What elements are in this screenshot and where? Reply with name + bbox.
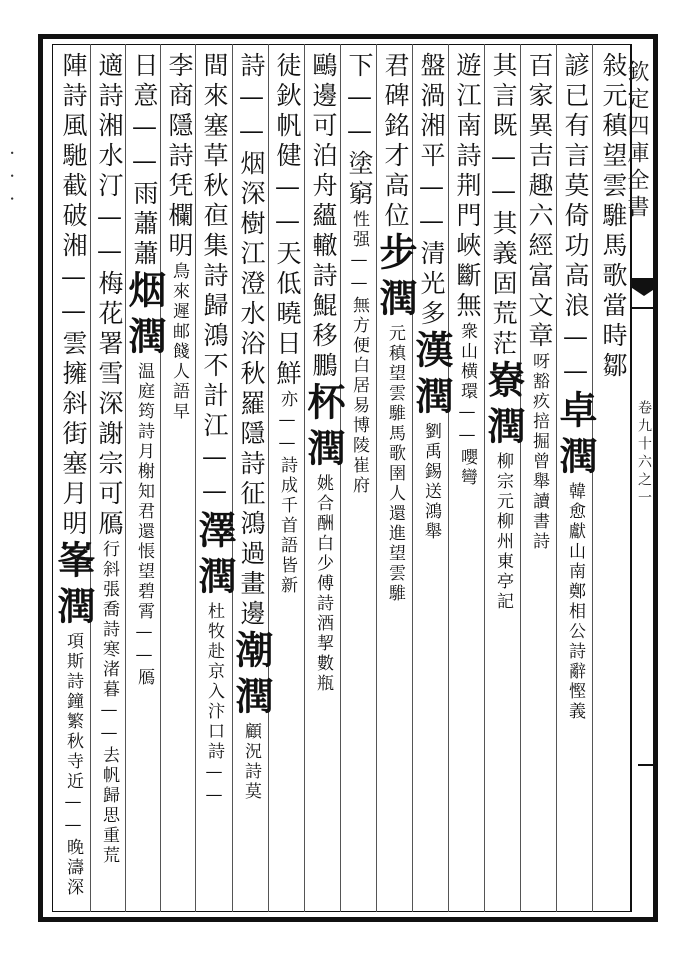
column-text: 盤渦湘平——清光多 bbox=[417, 52, 446, 330]
column-text: 間來塞草秋亱集詩歸鴻不計江—— bbox=[200, 52, 229, 510]
column-rule bbox=[484, 44, 485, 912]
column-text: 詩——烟深樹江澄水浴秋羅隱詩征鴻過畫邊 bbox=[237, 52, 266, 630]
text-column bbox=[229, 52, 274, 912]
book-title: 欽定四庫全書 bbox=[624, 60, 649, 222]
text-column bbox=[162, 52, 196, 912]
column-rule bbox=[412, 44, 413, 912]
text-column bbox=[122, 52, 167, 912]
fish-tail-mark-icon bbox=[632, 278, 656, 314]
annotation: 姚合酬白少傅詩酒挈數瓶 bbox=[313, 474, 333, 694]
column-text: 下——塗窮 bbox=[345, 52, 374, 210]
column-text: 君碑銘才高位 bbox=[381, 52, 410, 232]
column-text: 其言既——其義固荒茫 bbox=[489, 52, 518, 360]
column-rule bbox=[520, 44, 521, 912]
annotation: 衆山横環——嚶彎 bbox=[457, 322, 477, 488]
text-column bbox=[51, 52, 96, 912]
annotation: 性强——無方便白居易博陵崔府 bbox=[349, 210, 369, 496]
entry-heading: 漢潤 bbox=[409, 330, 454, 422]
column-rule bbox=[268, 44, 269, 912]
annotation: 鳥來遲邮餞人語早 bbox=[169, 262, 189, 422]
annotation: 呀豁疚掊掘曾舉讀書詩 bbox=[529, 352, 549, 552]
annotation: 柳宗元柳州東亭記 bbox=[493, 452, 513, 612]
column-text: 敍元稹望雲騅馬歌當時鄒 bbox=[599, 52, 628, 382]
column-text: 徒鈥帆健——天低曉日鮮 bbox=[273, 52, 302, 390]
text-column bbox=[481, 52, 526, 912]
column-rule bbox=[376, 44, 377, 912]
column-rule bbox=[340, 44, 341, 912]
annotation: 韓愈獻山南鄭相公詩辭慳義 bbox=[565, 482, 585, 722]
entry-heading: 烟潤 bbox=[122, 270, 167, 362]
text-column bbox=[301, 52, 346, 912]
text-column bbox=[553, 52, 598, 912]
annotation: 元稹望雲騅馬歌圉人還進望雲騅 bbox=[385, 324, 405, 604]
text-column bbox=[522, 52, 556, 912]
annotation: 顧況詩莫 bbox=[241, 722, 261, 802]
column-text: 百家異吉趣六經富文章 bbox=[525, 52, 554, 352]
edge-marks: · · · bbox=[1, 150, 22, 202]
entry-heading: 潮潤 bbox=[229, 630, 274, 722]
text-column bbox=[270, 52, 304, 912]
annotation: 温庭筠詩月榭知君還悵望碧霄——鴈 bbox=[134, 362, 154, 688]
entry-heading: 澤潤 bbox=[192, 510, 237, 602]
column-rule bbox=[232, 44, 233, 912]
text-column bbox=[92, 52, 126, 912]
column-rule bbox=[90, 44, 91, 912]
text-column bbox=[409, 52, 454, 912]
annotation: 亦——詩成千首語皆新 bbox=[277, 390, 297, 596]
text-column bbox=[596, 52, 630, 912]
volume-label: 卷九十六之一 bbox=[636, 400, 652, 508]
column-text: 適詩湘水汀——梅花署雪深謝宗可鴈 bbox=[95, 52, 124, 540]
column-text: 日意——雨蕭蕭 bbox=[130, 52, 159, 270]
column-rule bbox=[448, 44, 449, 912]
column-rule bbox=[304, 44, 305, 912]
entry-heading: 嶚潤 bbox=[481, 360, 526, 452]
text-column bbox=[373, 52, 418, 912]
annotation: 劉禹錫送鴻舉 bbox=[421, 422, 441, 542]
column-text: 李商隱詩凭欄明 bbox=[165, 52, 194, 262]
margin-divider bbox=[638, 764, 654, 766]
annotation: 項斯詩鐘繁秋寺近——晚濤深 bbox=[63, 632, 83, 898]
column-text: 鷗邊可泊舟蘊轍詩鯤移鵬 bbox=[309, 52, 338, 382]
entry-heading: 峯潤 bbox=[51, 540, 96, 632]
entry-heading: 卓潤 bbox=[553, 390, 598, 482]
text-column bbox=[450, 52, 484, 912]
column-text: 諺已有言莫倚功高浪—— bbox=[561, 52, 590, 390]
text-column bbox=[192, 52, 237, 912]
annotation: 杜牧赴京入汴口詩—— bbox=[204, 602, 224, 808]
entry-heading: 杯潤 bbox=[301, 382, 346, 474]
entry-heading: 步潤 bbox=[373, 232, 418, 324]
column-text: 遊江南詩荆門峽斷無 bbox=[453, 52, 482, 322]
column-text: 陣詩風馳截破湘——雲擁斜街塞月明 bbox=[59, 52, 88, 540]
text-column bbox=[342, 52, 376, 912]
annotation: 行斜張喬詩寒渚暮——去帆歸思重荒 bbox=[99, 540, 119, 866]
